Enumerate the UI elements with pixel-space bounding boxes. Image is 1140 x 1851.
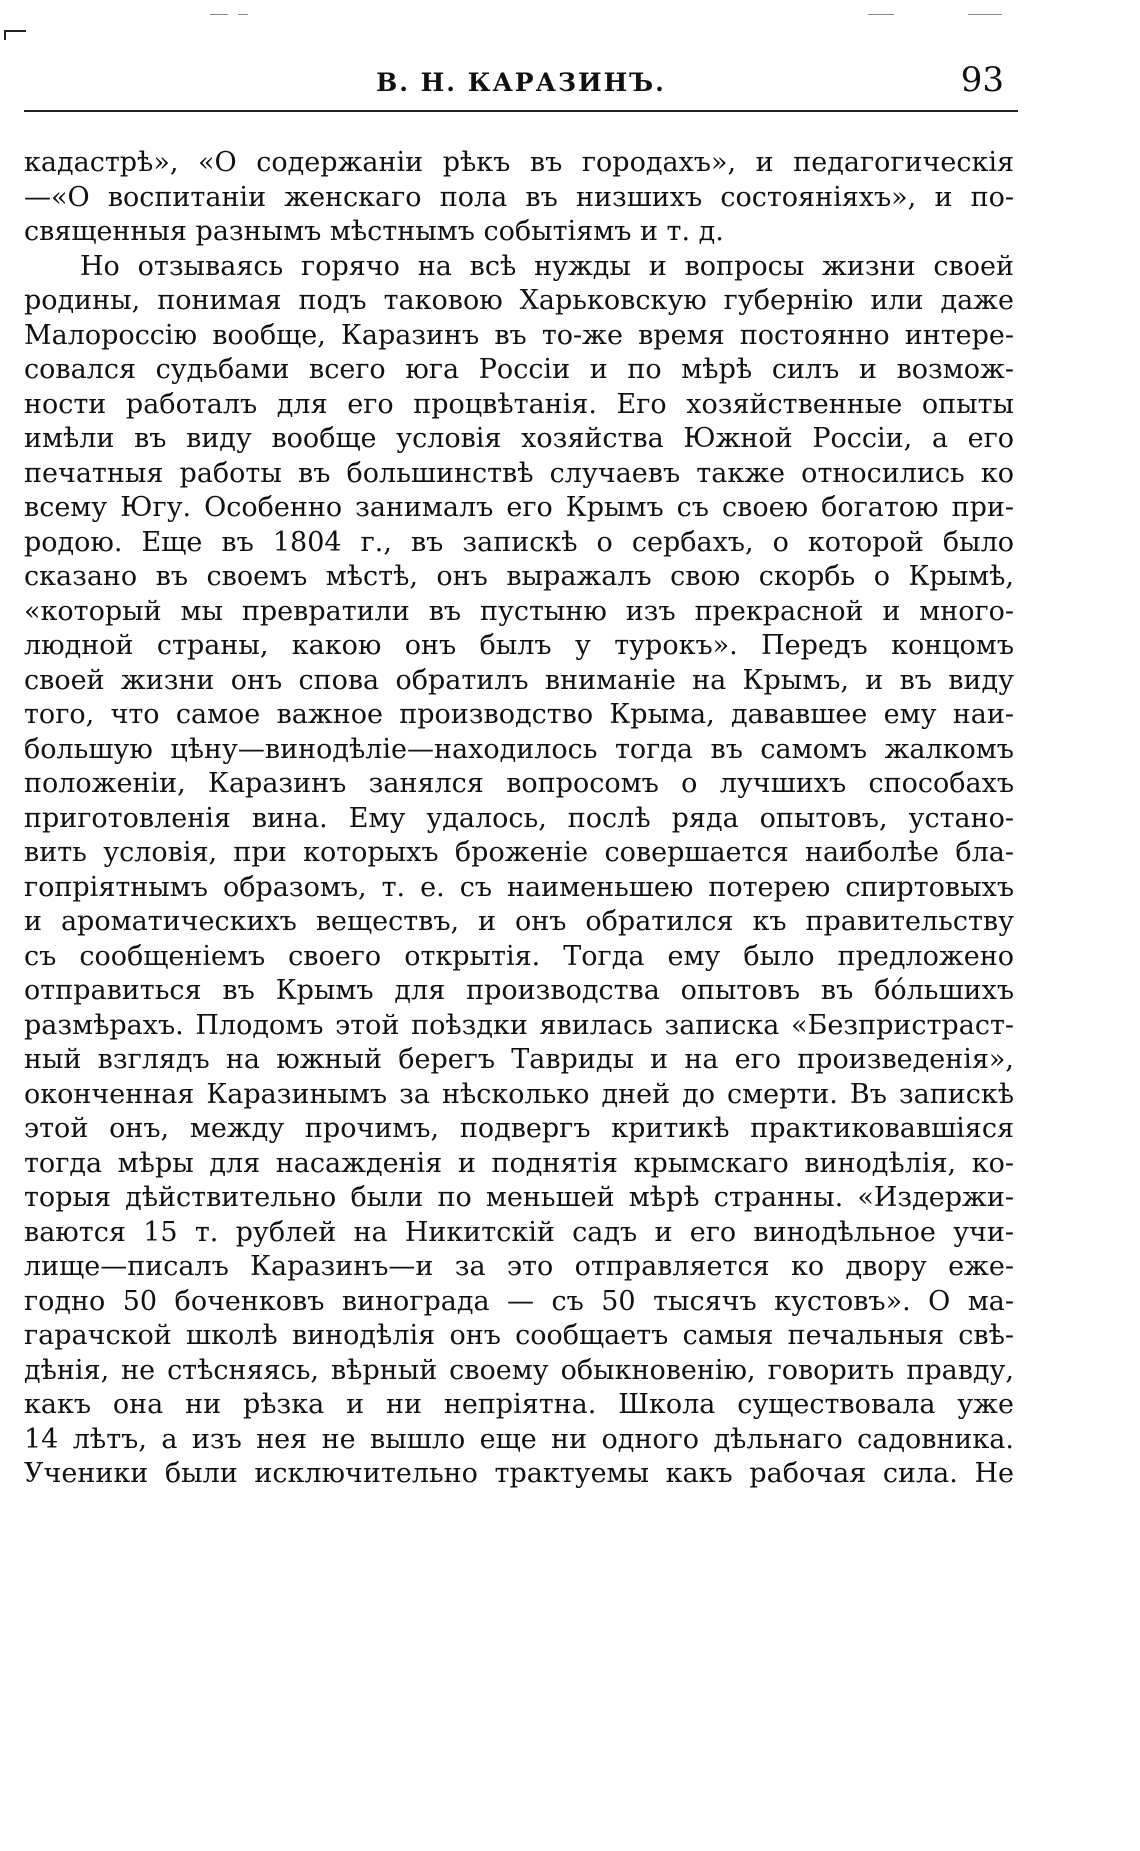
- text-line: «который мы превратили въ пустыню изъ прекрасной и много-: [24, 595, 1014, 627]
- text-line: оконченная Каразинымъ за нѣсколько дней до смерти. Въ запискѣ: [24, 1078, 1014, 1110]
- text-line: ваются 15 т. рублей на Никитскiй садъ и его винодѣльное учи-: [24, 1216, 1014, 1248]
- scan-artifact-dash: [210, 14, 228, 15]
- text-line: размѣрахъ. Плодомъ этой поѣздки явилась записка «Безпристраст-: [24, 1009, 1014, 1041]
- text-line: своей жизни онъ спова обратилъ вниманiе на Крымъ, и въ виду: [24, 664, 1014, 696]
- text-line: Малороссiю вообще, Каразинъ въ то-же время постоянно интере-: [24, 319, 1014, 351]
- scan-artifact-dash: [238, 14, 248, 15]
- text-line: этой онъ, между прочимъ, подвергъ критикѣ практиковавшiяся: [24, 1113, 1014, 1144]
- text-line: лище—писалъ Каразинъ—и за это отправляется ко двору еже-: [24, 1251, 1014, 1282]
- text-line: положенiи, Каразинъ занялся вопросомъ о лучшихъ способахъ: [24, 768, 1014, 799]
- body-text: [24, 146, 1014, 1492]
- text-line: печатныя работы въ большинствѣ случаевъ также относились ко: [24, 457, 1014, 489]
- header-rule: [24, 110, 1018, 112]
- text-line: дѣнiя, не стѣсняясь, вѣрный своему обыкновенiю, говорить правду,: [24, 1354, 1014, 1386]
- text-line: ный взглядъ на южный берегъ Тавриды и на его произведенiя»,: [24, 1044, 1014, 1075]
- text-line: тогда мѣры для насажденiя и поднятiя крымскаго винодѣлiя, ко-: [24, 1147, 1014, 1179]
- page-header: [24, 60, 1018, 106]
- text-line: и ароматическихъ веществъ, и онъ обратился къ правительству: [24, 906, 1014, 937]
- text-line: священныя разнымъ мѣстнымъ событiямъ и т. д.: [24, 216, 724, 247]
- text-line: какъ она ни рѣзка и ни непрiятна. Школа существовала уже: [24, 1389, 1014, 1420]
- text-line: сказано въ своемъ мѣстѣ, онъ выражалъ свою скорбь о Крымѣ,: [24, 561, 1014, 592]
- running-head: В. Н. КАРАЗИНЪ.: [376, 68, 666, 97]
- text-line: ности работалъ для его процвѣтанiя. Его хозяйственные опыты: [24, 388, 1014, 420]
- scan-corner-mark: [4, 30, 26, 32]
- text-line: гопрiятнымъ образомъ, т. е. съ наименьшею потерею спиртовыхъ: [24, 871, 1014, 903]
- page-number: 93: [960, 60, 1004, 100]
- text-line: Ученики были исключительно трактуемы какъ рабочая сила. Не: [24, 1458, 1014, 1489]
- text-line: того, что самое важное производство Крыма, дававшее ему наи-: [24, 699, 1014, 730]
- text-line: гарачской школѣ винодѣлiя онъ сообщаетъ самыя печальныя свѣ-: [24, 1320, 1014, 1351]
- text-line: торыя дѣйствительно были по меньшей мѣрѣ странны. «Издержи-: [24, 1182, 1014, 1213]
- text-line: —«О воспитанiи женскаго пола въ низшихъ состоянiяхъ», и по-: [24, 181, 1014, 213]
- text-line: родины, понимая подъ таковою Харьковскую губернiю или даже: [24, 285, 1014, 316]
- scan-artifact-dash: [968, 14, 1002, 15]
- text-line: большую цѣну—винодѣлiе—находилось тогда въ самомъ жалкомъ: [24, 733, 1014, 765]
- text-line: съ сообщенiемъ своего открытiя. Тогда ему было предложено: [24, 940, 1014, 972]
- scan-artifact-dash: [868, 14, 894, 15]
- text-line: всему Югу. Особенно занималъ его Крымъ съ своею богатою при-: [24, 492, 1014, 523]
- text-line: людной страны, какою онъ былъ у турокъ». Передъ концомъ: [24, 630, 1014, 661]
- text-line: приготовленiя вина. Ему удалось, послѣ ряда опытовъ, устано-: [24, 802, 1014, 834]
- text-line: родою. Еще въ 1804 г., въ запискѣ о сербахъ, о которой было: [24, 526, 1014, 558]
- text-line: совался судьбами всего юга Россiи и по мѣрѣ силъ и возмож-: [24, 354, 1014, 385]
- text-line: кадастрѣ», «О содержанiи рѣкъ въ городахъ», и педагогическiя: [24, 147, 1014, 178]
- text-line: имѣли въ виду вообще условiя хозяйства Южной Россiи, а его: [24, 423, 1014, 454]
- text-line: Но отзываясь горячо на всѣ нужды и вопросы жизни своей: [80, 250, 1014, 282]
- text-line: вить условiя, при которыхъ броженiе совершается наиболѣе бла-: [24, 837, 1014, 868]
- text-line: годно 50 боченковъ винограда — съ 50 тысячъ кустовъ». О ма-: [24, 1285, 1014, 1317]
- text-line: 14 лѣтъ, а изъ нея не вышло еще ни одного дѣльнаго садовника.: [24, 1423, 1014, 1455]
- text-line: отправиться въ Крымъ для производства опытовъ въ бóльшихъ: [24, 975, 1014, 1006]
